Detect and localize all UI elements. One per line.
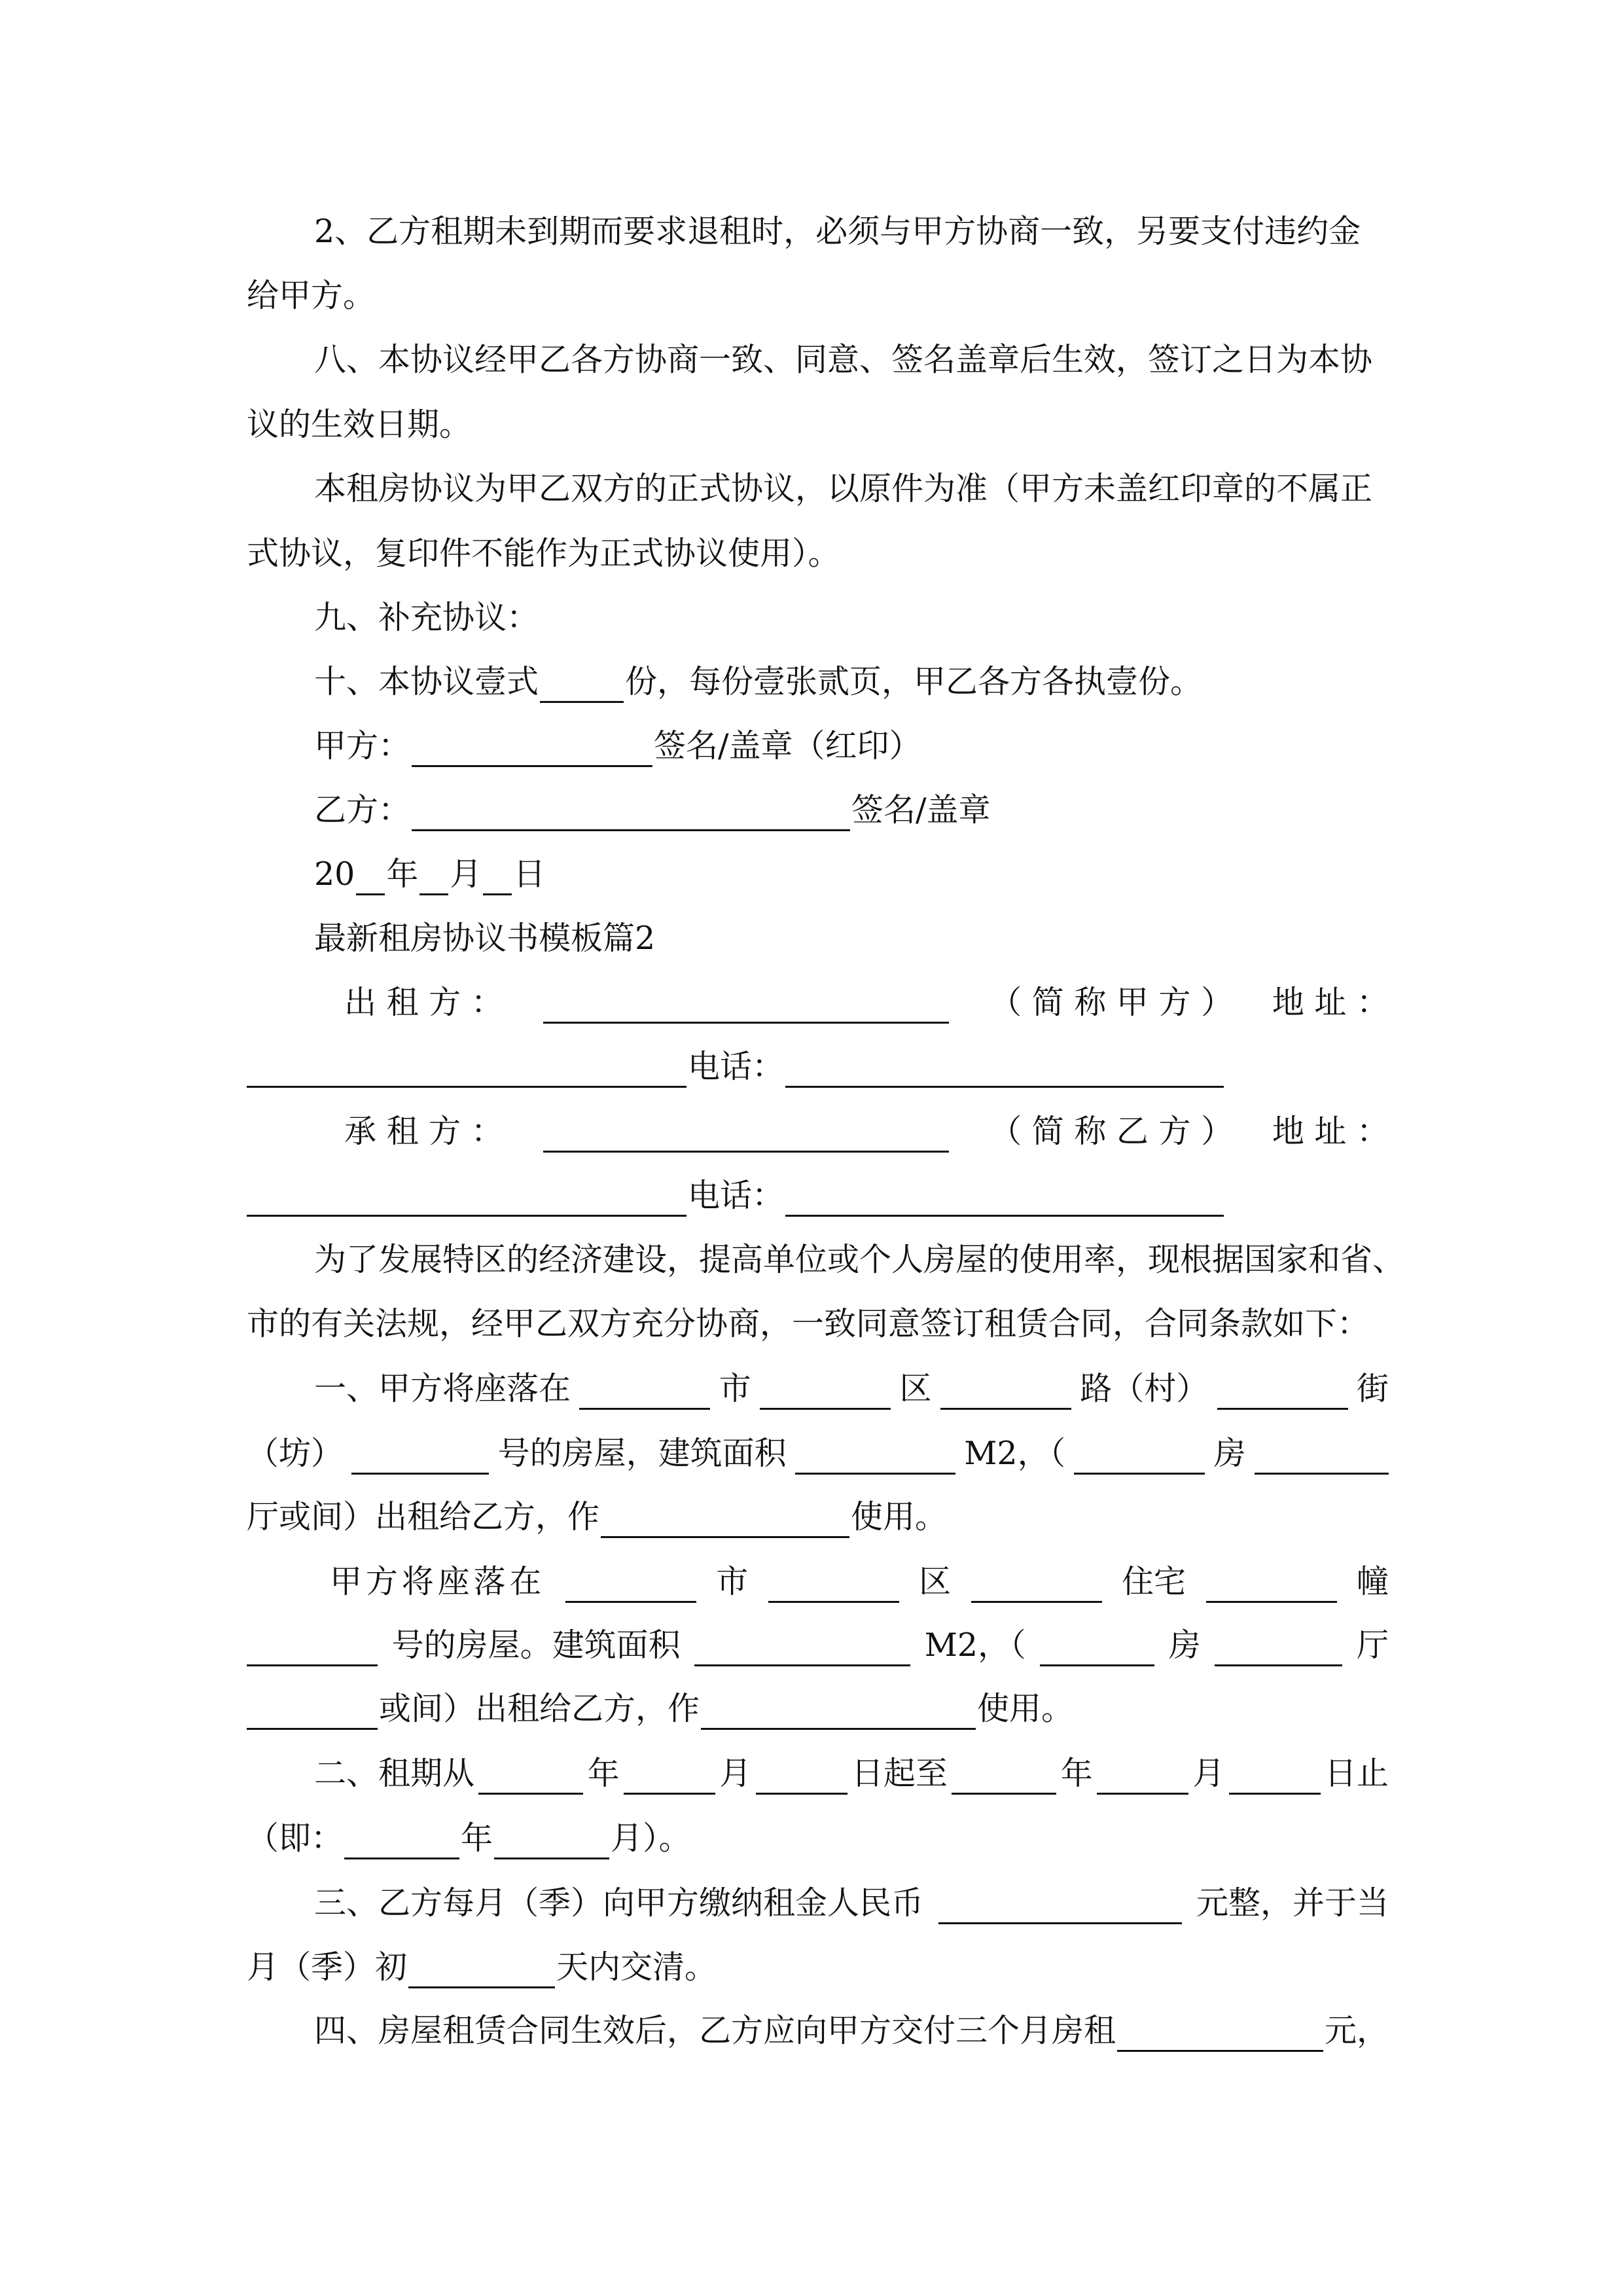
party-a-signature-line (314, 725, 921, 767)
text: 2、乙方租期未到期而要求退租时，必须与甲方协商一致，另要支付违约金 (314, 213, 1361, 250)
end-month-blank[interactable] (1097, 1761, 1188, 1795)
text: 九、补充协议： (314, 599, 539, 636)
term-months-blank[interactable] (494, 1826, 609, 1859)
text: M2，（ (964, 1435, 1066, 1472)
clause-1-line-2 (247, 1433, 1389, 1475)
clause-7-2-line (314, 211, 1361, 253)
text: 地 址 ： (1272, 1113, 1389, 1150)
end-day-blank[interactable] (1229, 1761, 1321, 1795)
text: 号的房屋。建筑面积 (391, 1626, 681, 1664)
text: 八、本协议经甲乙各方协商一致、同意、签名盖章后生效，签订之日为本协 (314, 341, 1373, 378)
text: 十、本协议壹式 (314, 663, 539, 700)
text: 天内交清。 (556, 1948, 717, 1986)
text: 市 (719, 1370, 751, 1407)
rent-amount-blank[interactable] (938, 1891, 1182, 1924)
clause-1-alt-line-3 (247, 1688, 1073, 1730)
city-blank[interactable] (579, 1376, 710, 1410)
section-title (314, 918, 655, 960)
lessor-address-phone-line (247, 1046, 1225, 1088)
lessee-name-blank[interactable] (543, 1119, 949, 1153)
text: 签名/盖章 (851, 791, 991, 829)
text: 为了发展特区的经济建设，提高单位或个人房屋的使用率，现根据国家和省、 (314, 1241, 1405, 1278)
preamble-line (314, 1239, 1404, 1281)
text: （ 简 称 乙 方 ） (990, 1113, 1234, 1150)
clause-9-line (314, 597, 539, 639)
lessor-phone-blank[interactable] (785, 1054, 1224, 1088)
text: 元整，并于当 (1196, 1884, 1389, 1922)
text: 月 (1192, 1755, 1225, 1792)
street-blank[interactable] (1217, 1376, 1348, 1410)
lessor-address-blank[interactable] (247, 1054, 687, 1088)
clause-1-alt-line-2 (247, 1624, 1389, 1666)
clause-1-alt-line (314, 1561, 1389, 1603)
text: 月（季）初 (247, 1948, 408, 1986)
text: 房 (1168, 1626, 1201, 1664)
text: 年 (1060, 1755, 1093, 1792)
text: 20 (314, 855, 355, 893)
text: 年 (587, 1755, 620, 1792)
label: 电话： (688, 1048, 785, 1085)
text: 月 (719, 1755, 752, 1792)
label: 承 租 方 ： (344, 1113, 503, 1150)
copies-blank[interactable] (540, 670, 624, 703)
district-blank[interactable] (760, 1376, 891, 1410)
text: 市 (716, 1563, 749, 1600)
house-number-blank[interactable] (351, 1441, 489, 1475)
lessor-name-blank[interactable] (543, 990, 949, 1024)
deposit-amount-blank[interactable] (1117, 2018, 1323, 2052)
date-line (314, 853, 545, 895)
text: 区 (919, 1563, 952, 1600)
alt-city-blank[interactable] (565, 1570, 696, 1603)
validity-note-line-cont (247, 533, 840, 575)
lessee-phone-blank[interactable] (785, 1183, 1224, 1217)
start-day-blank[interactable] (756, 1761, 847, 1795)
month-blank[interactable] (419, 862, 448, 895)
clause-1-line (314, 1368, 1389, 1410)
text: 月）。 (611, 1820, 691, 1857)
rooms-blank[interactable] (1074, 1441, 1205, 1475)
text: 路（村） (1080, 1370, 1209, 1407)
end-year-blank[interactable] (952, 1761, 1056, 1795)
clause-2-line-2 (247, 1818, 691, 1859)
payment-days-blank[interactable] (408, 1955, 555, 1988)
clause-7-2-line-cont (247, 275, 375, 317)
label: 甲方： (314, 727, 411, 764)
clause-1-line-3 (247, 1496, 947, 1538)
clause-8-line (314, 339, 1372, 381)
alt-area-blank[interactable] (694, 1633, 910, 1666)
text: 使用。 (977, 1690, 1074, 1727)
text: 街 (1356, 1370, 1389, 1407)
label: 电话： (688, 1177, 785, 1214)
halls-blank[interactable] (1255, 1441, 1389, 1475)
text: 给甲方。 (247, 277, 376, 314)
alt-house-number-blank[interactable] (247, 1633, 378, 1666)
text: 年 (386, 855, 419, 893)
text: 厅 (1356, 1626, 1389, 1664)
alt-district-blank[interactable] (768, 1570, 899, 1603)
year-blank[interactable] (356, 862, 385, 895)
text: 使用。 (851, 1498, 948, 1535)
section-heading: 最新租房协议书模板篇2 (314, 920, 656, 957)
text: 或间）出租给乙方，作 (379, 1690, 700, 1727)
clause-10-line (314, 661, 1202, 703)
text: 甲方将座落在 (330, 1563, 546, 1600)
text: 日起至 (851, 1755, 948, 1792)
text: 日止 (1324, 1755, 1389, 1792)
building-blank[interactable] (1206, 1570, 1337, 1603)
text: 号的房屋，建筑面积 (497, 1435, 787, 1472)
text: 三、乙方每月（季）向甲方缴纳租金人民币 (314, 1884, 924, 1922)
text: 幢 (1356, 1563, 1389, 1600)
start-month-blank[interactable] (624, 1761, 715, 1795)
text: 份，每份壹张贰页，甲乙各方各执壹份。 (625, 663, 1203, 700)
text: 元， (1324, 2012, 1389, 2049)
text: 区 (899, 1370, 932, 1407)
lessor-line (314, 982, 1389, 1024)
text: M2，（ (924, 1626, 1026, 1664)
usage-blank[interactable] (601, 1505, 849, 1538)
party-a-signature-blank[interactable] (412, 734, 652, 767)
road-blank[interactable] (940, 1376, 1071, 1410)
label: 出 租 方 ： (344, 984, 503, 1021)
day-blank[interactable] (483, 862, 512, 895)
clause-3-line-2 (247, 1946, 717, 1988)
clause-3-line (314, 1882, 1389, 1924)
text: 一、甲方将座落在 (314, 1370, 571, 1407)
text: 住宅 (1122, 1563, 1186, 1600)
alt-rooms-blank[interactable] (1040, 1633, 1154, 1666)
text: 四、房屋租赁合同生效后，乙方应向甲方交付三个月房租 (314, 2012, 1116, 2049)
clause-2-line (314, 1753, 1389, 1795)
party-b-signature-line (314, 789, 991, 831)
preamble-line-cont (247, 1303, 1369, 1345)
label: 乙方： (314, 791, 411, 829)
area-blank[interactable] (795, 1441, 955, 1475)
text: （即： (247, 1820, 344, 1857)
lessee-address-blank[interactable] (247, 1183, 687, 1217)
party-b-signature-blank[interactable] (412, 798, 850, 831)
text: 议的生效日期。 (247, 406, 472, 443)
alt-usage-blank[interactable] (701, 1696, 976, 1730)
text: 市的有关法规，经甲乙双方充分协商，一致同意签订租赁合同，合同条款如下： (247, 1305, 1370, 1342)
text: 地 址 ： (1272, 984, 1389, 1021)
text: 房 (1213, 1435, 1246, 1472)
text: 二、租期从 (314, 1755, 475, 1792)
text: 年 (461, 1820, 493, 1857)
text: 厅或间）出租给乙方，作 (247, 1498, 600, 1535)
text: 式协议，复印件不能作为正式协议使用）。 (247, 535, 840, 572)
lessee-line (314, 1111, 1389, 1153)
residence-blank[interactable] (971, 1570, 1102, 1603)
text: 日 (513, 855, 546, 893)
validity-note-line (314, 468, 1372, 510)
text: 月 (450, 855, 482, 893)
lessee-address-phone-line (247, 1175, 1225, 1217)
text: 签名/盖章（红印） (654, 727, 921, 764)
alt-halls-blank[interactable] (1215, 1633, 1342, 1666)
text: （坊） (247, 1435, 344, 1472)
term-years-blank[interactable] (344, 1826, 459, 1859)
text: （ 简 称 甲 方 ） (990, 984, 1234, 1021)
alt-rooms-cont-blank[interactable] (247, 1696, 378, 1730)
clause-4-line (314, 2010, 1389, 2052)
clause-8-line-cont (247, 404, 471, 446)
text: 本租房协议为甲乙双方的正式协议，以原件为准（甲方未盖红印章的不属正 (314, 470, 1373, 507)
start-year-blank[interactable] (478, 1761, 583, 1795)
